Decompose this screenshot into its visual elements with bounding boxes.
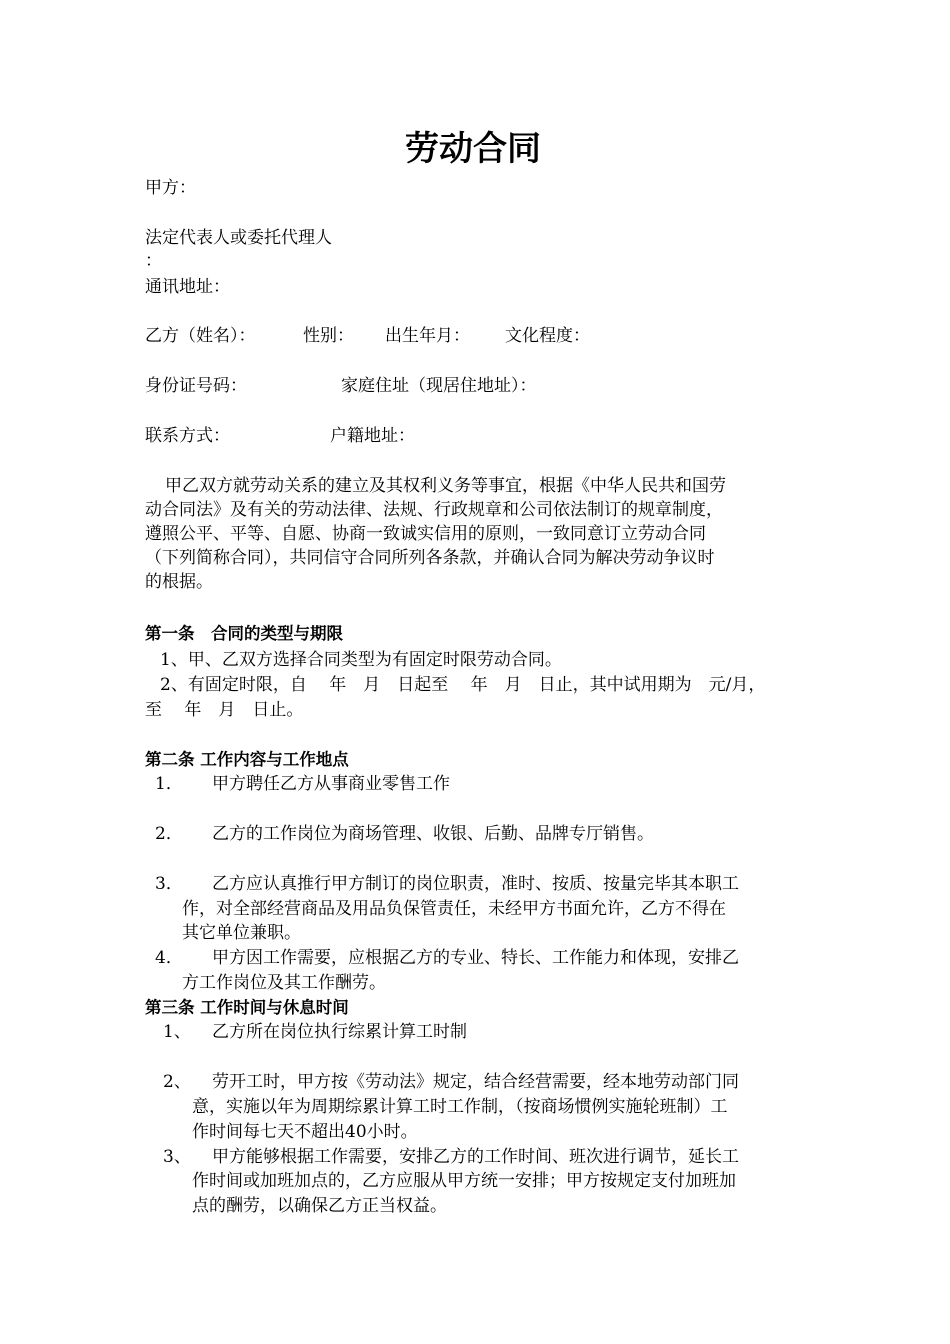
article-2-item-text: 甲方聘任乙方从事商业零售工作	[212, 774, 450, 794]
article-2-item-text: 乙方的工作岗位为商场管理、收银、后勤、品牌专厅销售。	[212, 824, 654, 844]
party-b-home-label: 家庭住址（现居住地址）：	[341, 376, 537, 396]
preamble-line: 遵照公平、平等、自愿、协商一致诚实信用的原则，一致同意订立劳动合同	[145, 524, 706, 544]
party-a-rep-label: 法定代表人或委托代理人	[145, 228, 332, 248]
party-b-birth-label: 出生年月：	[385, 326, 470, 346]
preamble-line: 动合同法》及有关的劳动法律、法规、行政规章和公司依法制订的规章制度，	[145, 500, 723, 520]
article-2-item-text: 甲方因工作需要，应根据乙方的专业、特长、工作能力和体现，安排乙	[212, 948, 739, 968]
article-2-item-number: 3．	[155, 874, 183, 894]
article-3-item-text: 乙方所在岗位执行综累计算工时制	[212, 1022, 467, 1042]
article-1-item-2-line-1: 2、有固定时限，自 年 月 日起至 年 月 日止，其中试用期为 元/月，	[160, 675, 766, 695]
party-b-hukou-label: 户籍地址：	[330, 426, 415, 446]
article-3-heading: 第三条 工作时间与休息时间	[145, 998, 349, 1017]
party-b-name-label: 乙方（姓名）：	[145, 326, 256, 346]
article-2-item-number: 2．	[155, 824, 183, 844]
article-1-item-2-line-2: 至 年 月 日止。	[145, 700, 304, 720]
article-3-item-number: 2、	[163, 1072, 191, 1092]
article-1-item-1: 1、甲、乙双方选择合同类型为有固定时限劳动合同。	[160, 650, 562, 670]
party-a-address-label: 通讯地址：	[145, 277, 230, 297]
party-a-label: 甲方：	[145, 178, 196, 198]
party-b-id-label: 身份证号码：	[145, 376, 247, 396]
article-3-item-text: 劳开工时，甲方按《劳动法》规定，结合经营需要，经本地劳动部门同	[212, 1072, 739, 1092]
party-b-gender-label: 性别：	[303, 326, 354, 346]
article-2-item-text: 乙方应认真推行甲方制订的岗位职责，准时、按质、按量完毕其本职工	[212, 874, 739, 894]
article-1-heading: 第一条 合同的类型与期限	[145, 624, 343, 643]
article-3-item-number: 1、	[163, 1022, 191, 1042]
article-2-item-text: 其它单位兼职。	[182, 923, 301, 943]
article-3-item-text: 点的酬劳，以确保乙方正当权益。	[192, 1196, 447, 1216]
party-b-contact-label: 联系方式：	[145, 426, 230, 446]
article-2-heading: 第二条 工作内容与工作地点	[145, 750, 349, 769]
article-3-item-text: 甲方能够根据工作需要，安排乙方的工作时间、班次进行调节，延长工	[212, 1147, 739, 1167]
article-3-item-number: 3、	[163, 1147, 191, 1167]
document-title: 劳动合同	[405, 129, 541, 169]
article-3-item-text: 意，实施以年为周期综累计算工时工作制，（按商场惯例实施轮班制）工	[192, 1097, 728, 1117]
article-3-item-text: 作时间每七天不超出40小时。	[192, 1122, 418, 1142]
party-a-rep-colon: ：	[145, 251, 162, 271]
article-2-item-number: 4．	[155, 948, 183, 968]
article-3-item-text: 作时间或加班加点的，乙方应服从甲方统一安排；甲方按规定支付加班加	[192, 1171, 736, 1191]
preamble-line: 的根据。	[145, 572, 213, 592]
party-b-education-label: 文化程度：	[505, 326, 590, 346]
preamble-line: （下列简称合同），共同信守合同所列各条款，并确认合同为解决劳动争议时	[145, 548, 715, 568]
article-2-item-text: 作，对全部经营商品及用品负保管责任，未经甲方书面允许，乙方不得在	[182, 899, 726, 919]
preamble-line: 甲乙双方就劳动关系的建立及其权利义务等事宜，根据《中华人民共和国劳	[165, 476, 726, 496]
article-2-item-number: 1．	[155, 774, 183, 794]
article-2-item-text: 方工作岗位及其工作酬劳。	[182, 973, 386, 993]
